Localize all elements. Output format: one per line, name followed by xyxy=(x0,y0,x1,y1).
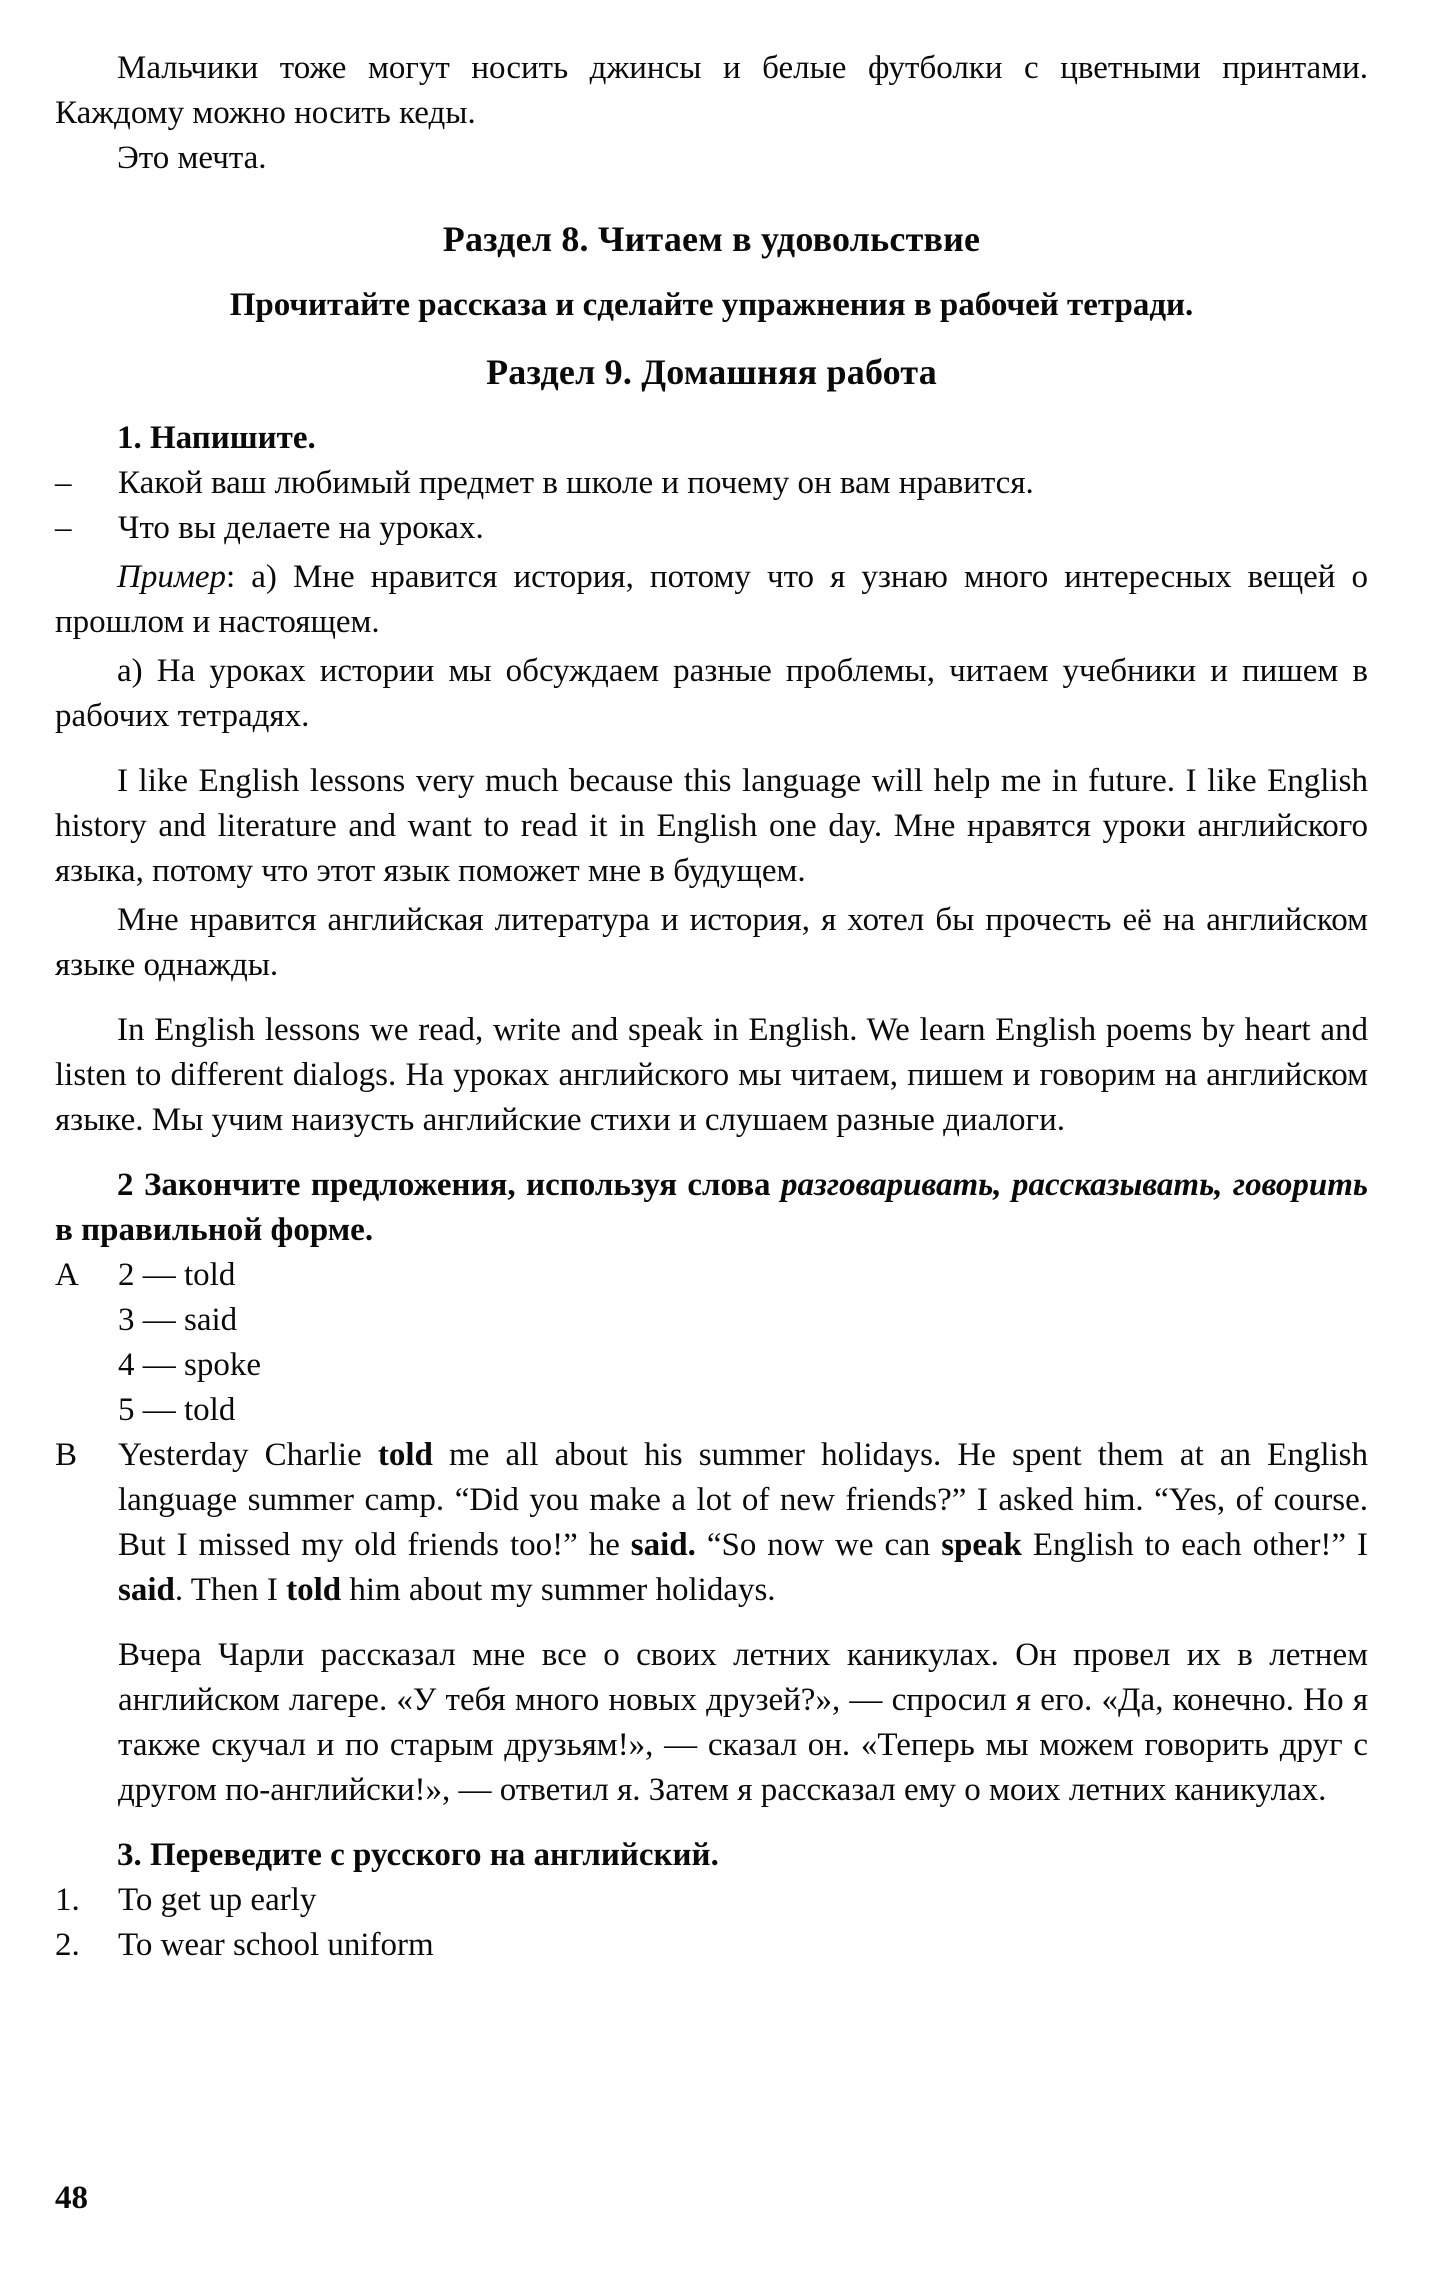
answer-line: 3 — said xyxy=(118,1302,238,1338)
part-b-story xyxy=(118,1433,1368,1613)
part-b-translation: Вчера Чарли рассказал мне все о своих летних каникулах. Он провел их в летнем английском лагере. «У тебя много новых друзей?», — спросил я его. «Да, конечно. Но я также скучал и по старым друзьям!», — сказал он. «Теперь мы можем говорить друг с другом по-английски!», — ответил я. Затем я рассказал ему о моих летних каникулах. xyxy=(118,1637,1368,1808)
answer-paragraph: I like English lessons very much because this language will help me in future. I like English history and literature and want to read it in English one day. Мне нравятся уроки английского языка, потому что этот язык поможет мне в будущем. xyxy=(55,763,1368,889)
example-paragraph-b: а) На уроках истории мы обсуждаем разные проблемы, читаем учебники и пишем в рабочих тетрадях. xyxy=(55,653,1368,734)
translation-item xyxy=(55,1923,1368,1968)
item-number: 1. xyxy=(55,1882,80,1918)
story-segment: . Then I xyxy=(174,1572,287,1608)
item-text: To wear school uniform xyxy=(118,1927,434,1963)
answer-line: 4 — spoke xyxy=(118,1347,261,1383)
story-segment: Yesterday Charlie xyxy=(118,1437,378,1473)
intro-closing-line: Это мечта. xyxy=(117,140,267,176)
task-2-title-words: разговаривать, рассказывать, говорить xyxy=(781,1167,1368,1203)
question-text: Какой ваш любимый предмет в школе и почему он вам нравится. xyxy=(118,465,1034,501)
question-item xyxy=(55,506,1368,551)
item-number: 2. xyxy=(55,1927,80,1963)
dash-marker: – xyxy=(55,510,72,546)
task-2-title-start: 2 Закончите предложения, используя слова xyxy=(117,1167,782,1203)
translation-item xyxy=(55,1878,1368,1923)
story-verb: said xyxy=(118,1572,175,1608)
story-verb: said. xyxy=(630,1527,696,1563)
answer-paragraph: In English lessons we read, write and speak in English. We learn English poems by heart and listen to different dialogs. На уроках английского мы читаем, пишем и говорим на английском языке. Мы учим наизусть английские стихи и слушаем разные диалоги. xyxy=(55,1012,1368,1138)
part-b-marker: B xyxy=(55,1437,78,1473)
dash-marker: – xyxy=(55,465,72,501)
task-2-part-b xyxy=(55,1433,1368,1613)
story-segment: me all about his summer holidays. He spent them at an English language summer camp. “Did you make a lot of new friends?” I asked him. “Yes, of course. But I missed my old friends too!” he xyxy=(118,1437,1369,1563)
section-8-heading: Раздел 8. Читаем в удовольствие xyxy=(442,219,981,259)
question-text: Что вы делаете на уроках. xyxy=(118,510,484,546)
intro-paragraph: Мальчики тоже могут носить джинсы и белые футболки с цветными принтами. Каждому можно носить кеды. xyxy=(55,50,1368,131)
story-verb: told xyxy=(286,1572,342,1608)
section-9-heading: Раздел 9. Домашняя работа xyxy=(486,352,937,392)
part-a-marker: A xyxy=(55,1257,79,1293)
task-3-title: 3. Переведите с русского на английский. xyxy=(117,1837,719,1873)
task-1-questions xyxy=(55,461,1368,551)
page-number: 48 xyxy=(55,2180,88,2216)
story-segment: him about my summer holidays. xyxy=(341,1572,776,1608)
story-segment: “So now we can xyxy=(695,1527,942,1563)
story-verb: told xyxy=(377,1437,433,1473)
item-text: To get up early xyxy=(118,1882,317,1918)
textbook-page xyxy=(55,46,1368,1968)
story-verb: speak xyxy=(941,1527,1022,1563)
answer-paragraph: Мне нравится английская литература и история, я хотел бы прочесть её на английском языке однажды. xyxy=(55,902,1368,983)
task-2-title xyxy=(55,1163,1368,1253)
question-item xyxy=(55,461,1368,506)
task-2-part-a xyxy=(55,1253,1368,1433)
example-paragraph xyxy=(55,555,1368,645)
task-2-title-end: в правильной форме. xyxy=(55,1212,374,1248)
section-8-instruction: Прочитайте рассказа и сделайте упражнения в рабочей тетради. xyxy=(229,287,1194,323)
answer-line: 2 — told xyxy=(118,1257,236,1293)
task-3-items xyxy=(55,1878,1368,1968)
answer-line: 5 — told xyxy=(118,1392,236,1428)
example-text: : а) Мне нравится история, потому что я узнаю много интересных вещей о прошлом и настоящем. xyxy=(55,559,1368,640)
task-1-title: 1. Напишите. xyxy=(117,420,316,456)
example-label: Пример xyxy=(117,559,227,595)
story-segment: English to each other!” I xyxy=(1021,1527,1368,1563)
